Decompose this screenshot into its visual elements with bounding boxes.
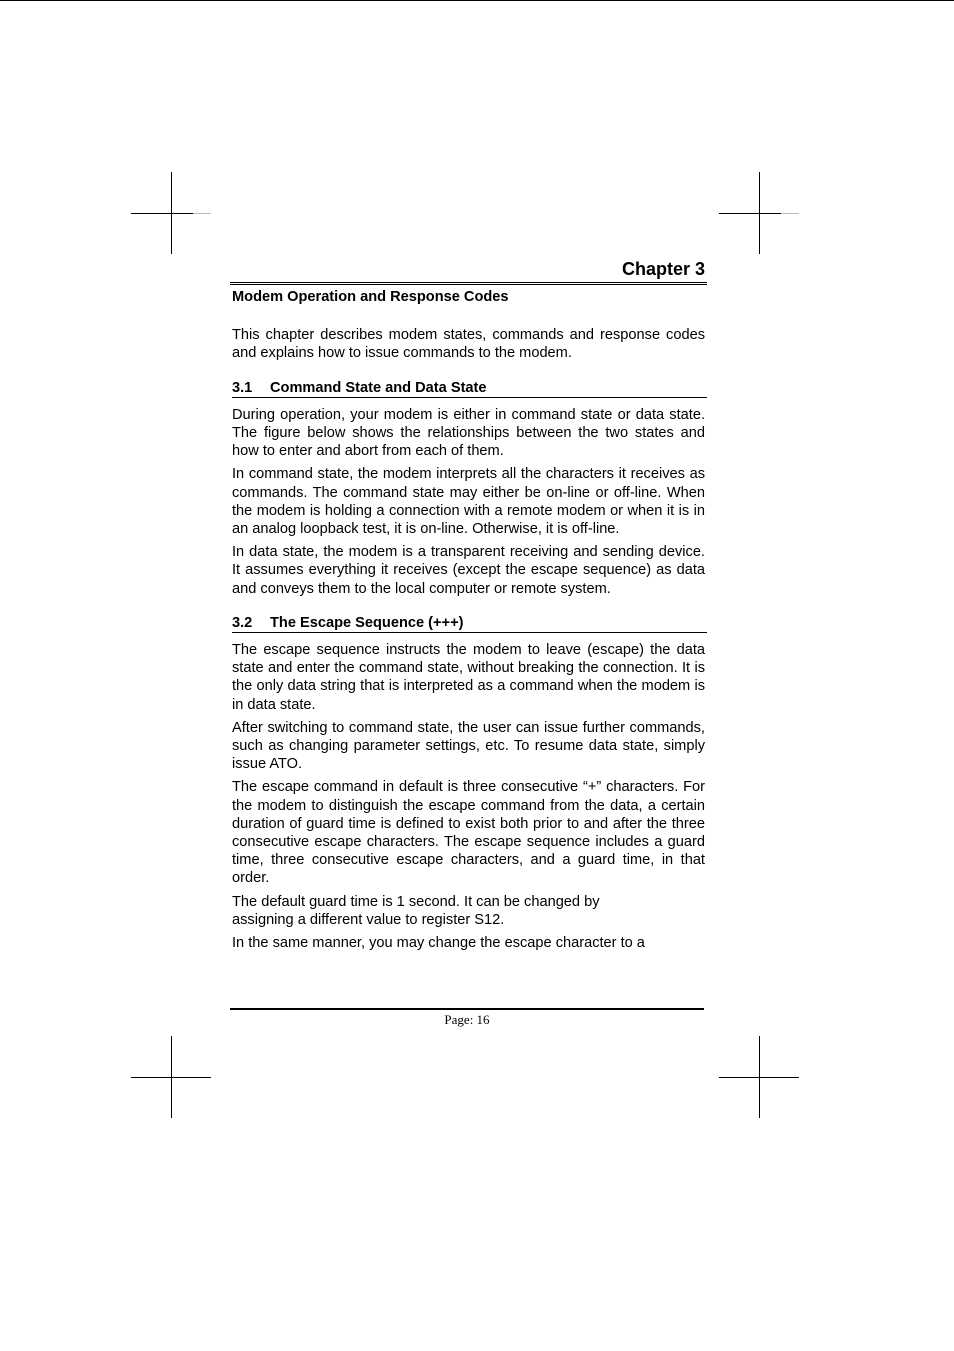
paragraph: The escape command in default is three consecutive “+” characters. For the modem to distinguish the escape command from the data, a certain duration of guard time is defined to exist both prior to and after the three consecutive escape characters. The escape sequence includes a guard time, three consecutive escape characters, and a guard time, in that order. — [232, 779, 705, 887]
paragraph: After switching to command state, the user can issue further commands, such as changing parameter settings, etc. To resume data state, simply issue ATO. — [232, 719, 705, 773]
chapter-subtitle: Modem Operation and Response Codes — [232, 289, 509, 305]
paragraph: During operation, your modem is either in command state or data state. The figure below shows the relationships between the two states and how to enter and abort from each of them. — [232, 406, 705, 460]
footer-rule — [230, 1008, 704, 1010]
paragraph: assigning a different value to register S12. — [232, 911, 505, 928]
paragraph: In data state, the modem is a transparent receiving and sending device. It assumes everything it receives (except the escape sequence) as data and conveys them to the local computer or remote system. — [232, 544, 705, 597]
paragraph: In command state, the modem interprets all the characters it receives as commands. The command state may either be on-line or off-line. When the modem is holding a connection with a remote modem or when it is in an analog loopback test, it is on-line. Otherwise, it is off-line. — [232, 466, 705, 538]
chapter-rule — [230, 282, 707, 285]
section-number: 3.2 — [232, 614, 253, 631]
chapter-intro: This chapter describes modem states, commands and response codes and explains how to issue commands to the modem. — [232, 327, 705, 362]
section-heading — [232, 614, 707, 633]
page-number: Page: 16 — [444, 1012, 490, 1027]
section-title: Command State and Data State — [270, 379, 487, 396]
paragraph: The default guard time is 1 second. It can be changed by — [232, 893, 600, 910]
section-heading — [232, 379, 707, 398]
crop-mark — [193, 213, 211, 214]
paragraph: In the same manner, you may change the escape character to a — [232, 935, 645, 952]
top-border — [0, 0, 954, 1]
section-number: 3.1 — [232, 379, 253, 396]
crop-mark — [719, 1077, 799, 1078]
paragraph: The escape sequence instructs the modem to leave (escape) the data state and enter the command state, without breaking the connection. It is the only data string that is interpreted as a command when the modem is in data state. — [232, 642, 705, 713]
section-title: The Escape Sequence (+++) — [270, 614, 464, 631]
chapter-title: Chapter 3 — [621, 259, 705, 279]
crop-mark — [131, 1077, 211, 1078]
page-content — [232, 258, 705, 957]
crop-mark — [781, 213, 799, 214]
